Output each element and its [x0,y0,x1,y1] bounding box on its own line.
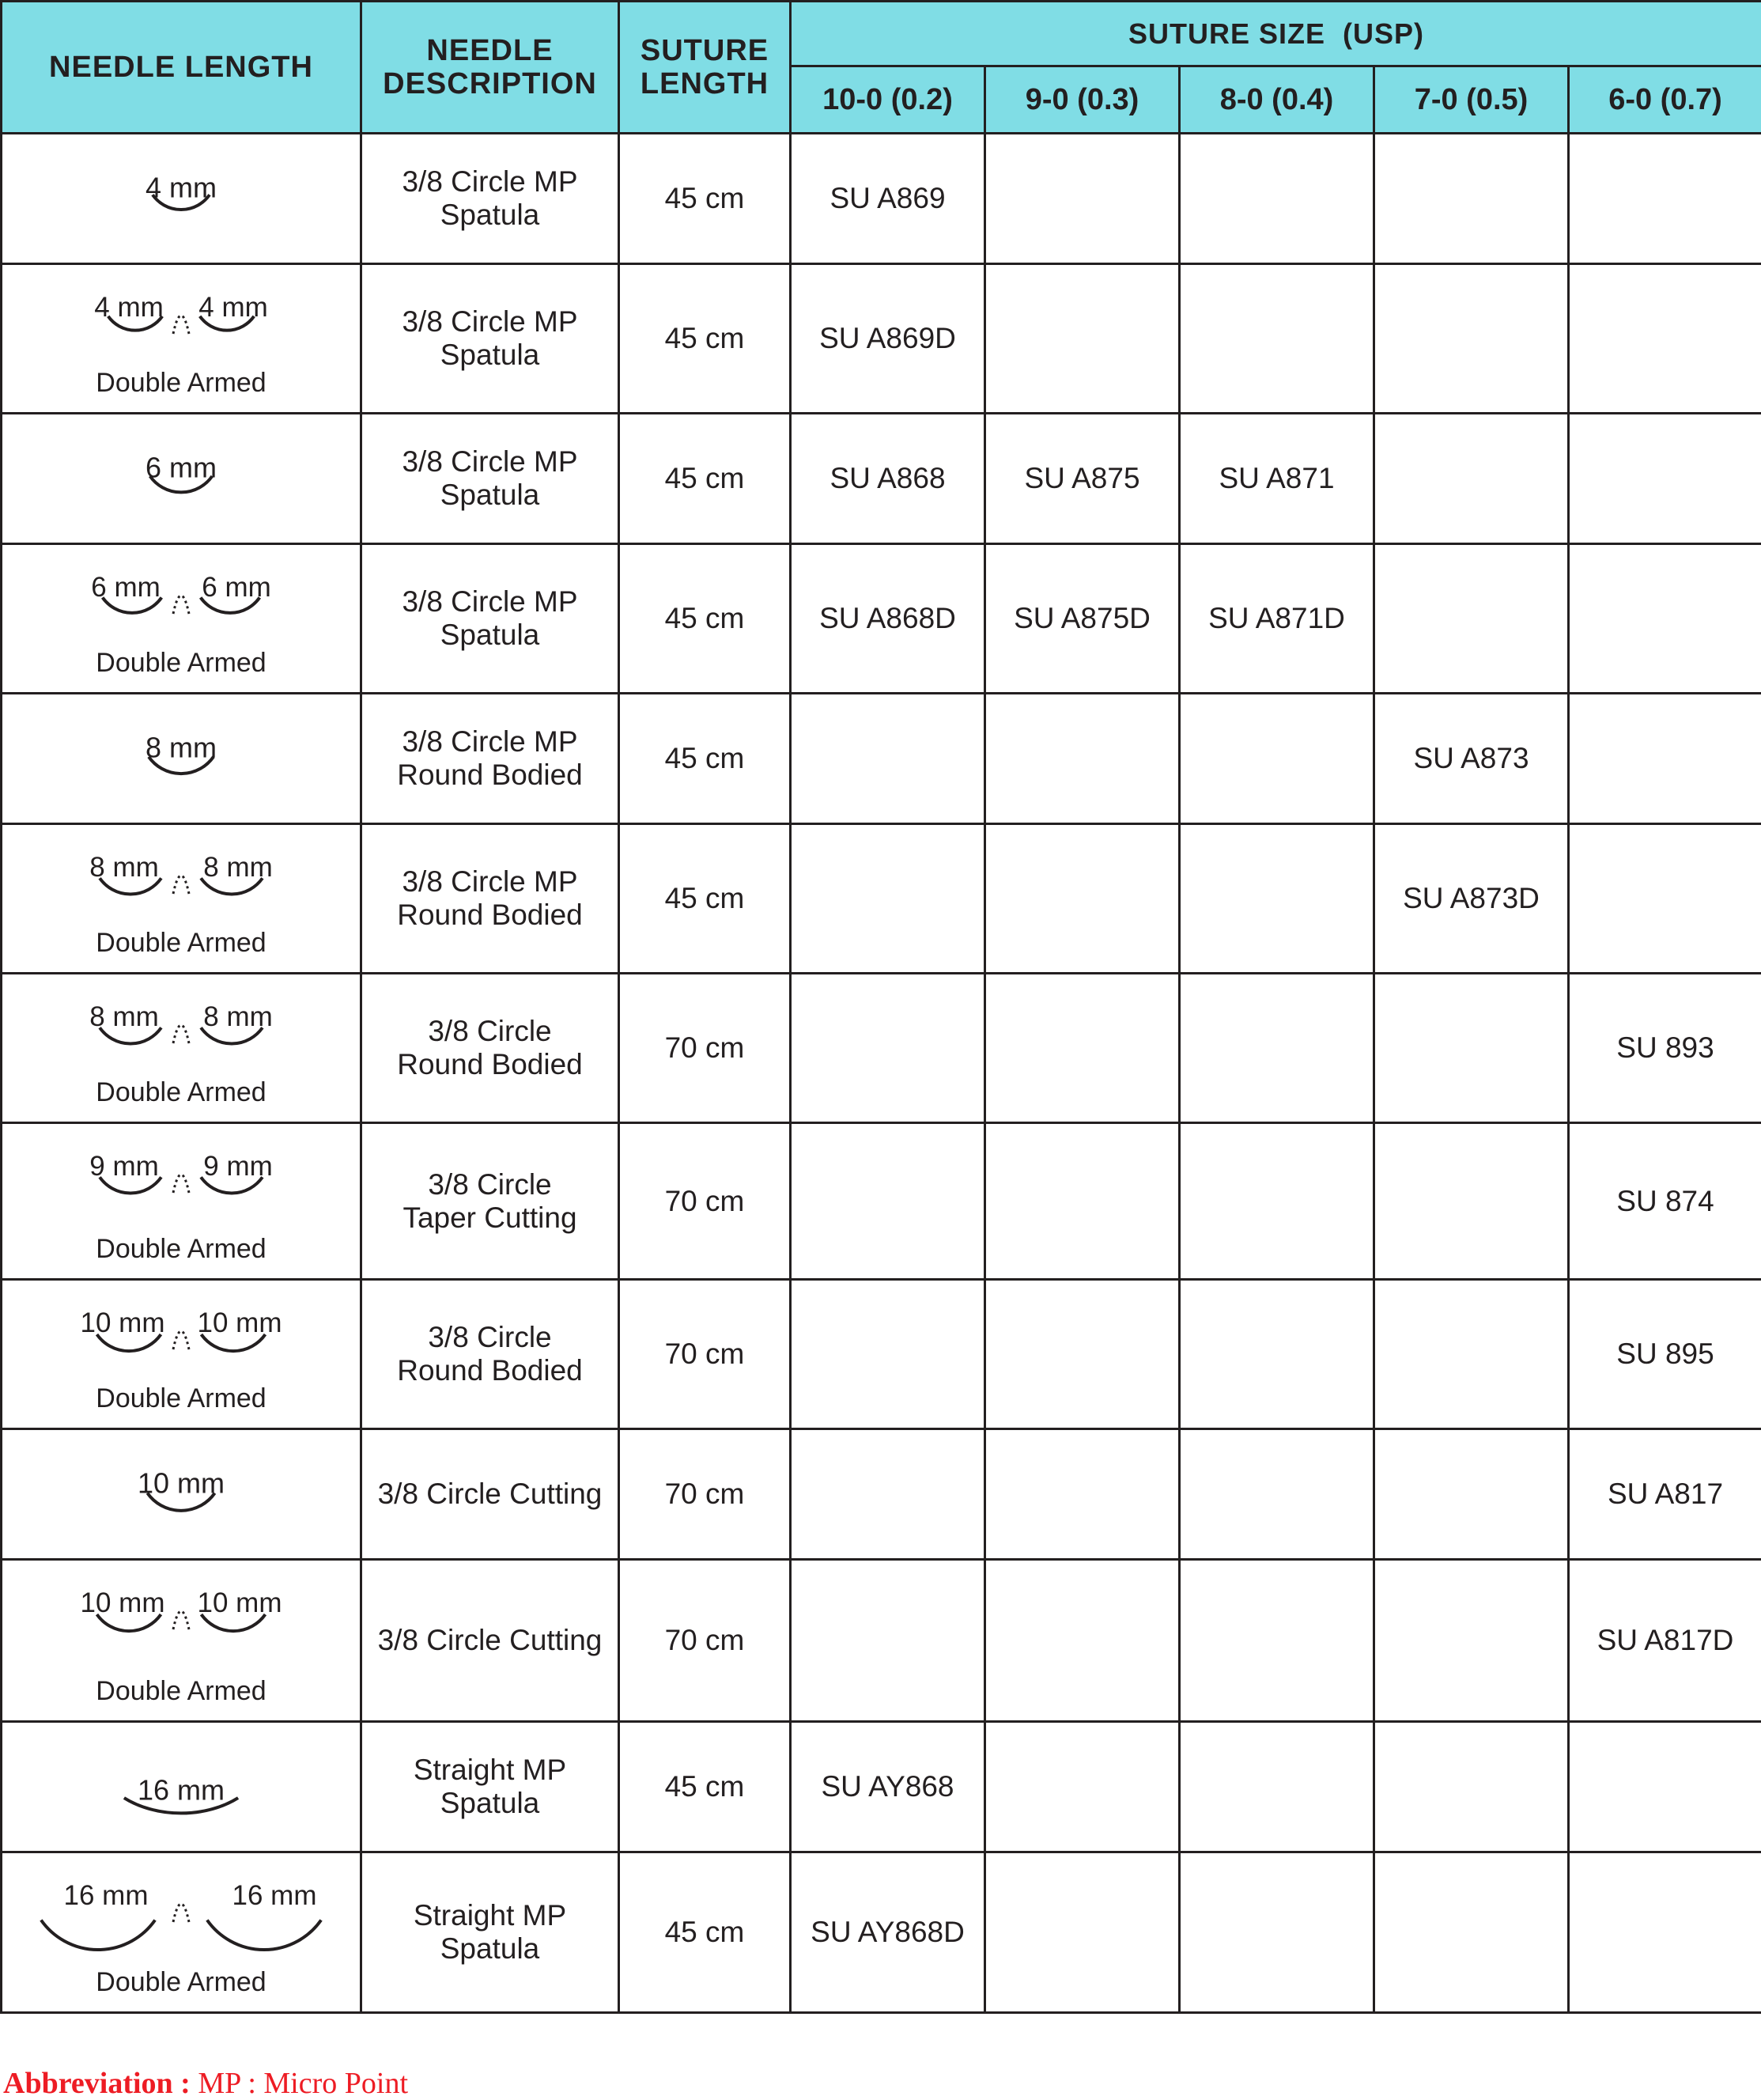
needle-description-line: 3/8 Circle MP [362,305,618,339]
needle-description-line: 3/8 Circle [362,1015,618,1048]
needle-length-label-right: 4 mm [198,292,268,323]
product-code-cell [1180,1852,1374,2013]
product-code-cell: SU A875D [985,544,1180,694]
suture-length-cell: 45 cm [619,264,791,414]
needle-length-cell [2,974,361,1123]
product-code-cell [1374,1852,1569,2013]
needle-description-line: 3/8 Circle [362,1168,618,1201]
product-code-cell [1569,1852,1761,2013]
needle-description-line: Spatula [362,339,618,372]
abbreviation-text: MP : Micro Point [198,2067,408,2100]
suture-length-cell: 45 cm [619,824,791,974]
needle-length-label-right: 9 mm [203,1151,273,1182]
needle-description-line: Spatula [362,199,618,232]
double-armed-label: Double Armed [96,1383,266,1413]
double-armed-needle-icon [7,1856,355,2010]
double-armed-label: Double Armed [96,928,266,958]
double-armed-needle-icon [7,1563,355,1719]
needle-description-cell [361,1280,619,1429]
suture-length-cell: 45 cm [619,1722,791,1852]
header-size-6-0: 6-0 (0.7) [1569,66,1761,134]
table-row [2,1123,1761,1280]
needle-description-cell [361,694,619,824]
needle-icon [7,417,355,541]
product-code-cell [1569,414,1761,544]
suture-length-cell: 70 cm [619,1123,791,1280]
product-code-cell [791,1123,985,1280]
needle-description-line: Round Bodied [362,1048,618,1081]
product-code-cell [985,1429,1180,1560]
needle-length-label-left: 9 mm [89,1151,159,1182]
product-code-cell [985,134,1180,264]
product-code-cell: SU 893 [1569,974,1761,1123]
suture-length-cell: 70 cm [619,1280,791,1429]
product-code-cell [1180,1280,1374,1429]
table-header [2,2,1761,134]
suture-length-cell: 45 cm [619,694,791,824]
needle-length-label: 8 mm [145,731,217,763]
needle-icon [7,1725,355,1849]
product-code-cell [1374,974,1569,1123]
suture-thread-icon [173,316,189,334]
needle-length-label: 6 mm [145,451,217,483]
product-code-cell [1180,1123,1374,1280]
product-code-cell [791,974,985,1123]
needle-description-cell [361,1852,619,2013]
needle-length-label-left: 4 mm [94,292,164,323]
suture-length-cell: 70 cm [619,974,791,1123]
needle-length-label: 16 mm [138,1773,225,1806]
suture-length-cell: 45 cm [619,134,791,264]
table-row [2,694,1761,824]
table-row [2,1722,1761,1852]
suture-length-cell: 45 cm [619,1852,791,2013]
needle-description-line: Straight MP [362,1899,618,1932]
table-row [2,1280,1761,1429]
needle-length-cell [2,1429,361,1560]
suture-thread-icon [173,1025,189,1043]
product-code-cell [791,1560,985,1722]
needle-length-cell [2,134,361,264]
product-code-cell [1374,414,1569,544]
product-code-cell [985,1852,1180,2013]
double-armed-label: Double Armed [96,1676,266,1706]
needle-description-cell [361,974,619,1123]
double-armed-needle-icon [7,977,355,1120]
needle-length-cell [2,414,361,544]
product-code-cell [1374,134,1569,264]
suture-thread-icon [173,1175,189,1193]
needle-description-line: 3/8 Circle MP [362,865,618,899]
needle-length-label-right: 16 mm [232,1880,317,1911]
suture-length-cell: 70 cm [619,1429,791,1560]
table-row [2,1560,1761,1722]
product-code-cell: SU A869D [791,264,985,414]
table-row [2,824,1761,974]
suture-thread-icon [173,1611,189,1629]
product-code-cell: SU A871D [1180,544,1374,694]
needle-length-label-right: 8 mm [203,852,273,883]
product-code-cell [1180,1429,1374,1560]
needle-arc-left [41,1920,155,1950]
header-suture-length: SUTURE LENGTH [619,2,791,134]
double-armed-label: Double Armed [96,1077,266,1107]
header-suture-size-group: SUTURE SIZE (USP) [791,2,1761,66]
table-row [2,134,1761,264]
needle-length-cell [2,824,361,974]
needle-length-label-left: 6 mm [91,572,161,603]
needle-description-cell [361,824,619,974]
product-code-cell: SU AY868D [791,1852,985,2013]
needle-description-cell [361,544,619,694]
needle-description-cell [361,1123,619,1280]
needle-description-line: Spatula [362,619,618,652]
needle-length-cell [2,694,361,824]
needle-description-line: Straight MP [362,1754,618,1787]
header-needle-description: NEEDLE DESCRIPTION [361,2,619,134]
product-code-cell [985,1123,1180,1280]
table-row [2,264,1761,414]
needle-length-label-right: 6 mm [202,572,271,603]
product-code-cell [1569,134,1761,264]
double-armed-label: Double Armed [96,1234,266,1264]
needle-length-label-left: 10 mm [81,1307,165,1338]
table-row [2,414,1761,544]
needle-icon [7,1432,355,1557]
header-size-7-0: 7-0 (0.5) [1374,66,1569,134]
needle-length-cell [2,1852,361,2013]
suture-length-cell: 70 cm [619,1560,791,1722]
product-code-cell [1374,1123,1569,1280]
product-code-cell [1569,694,1761,824]
product-code-cell [1569,544,1761,694]
product-code-cell [1374,1429,1569,1560]
needle-length-label: 10 mm [138,1466,225,1499]
abbreviation-label: Abbreviation : [3,2067,191,2100]
needle-length-cell [2,1280,361,1429]
product-code-cell: SU A875 [985,414,1180,544]
double-armed-needle-icon [7,547,355,691]
product-code-cell [985,1280,1180,1429]
product-code-cell: SU A868 [791,414,985,544]
needle-length-label-right: 8 mm [203,1001,273,1032]
needle-description-line: 3/8 Circle MP [362,165,618,199]
table-body [2,134,1761,2013]
header-size-10-0: 10-0 (0.2) [791,66,985,134]
abbreviation-note [3,2068,408,2099]
needle-length-cell [2,264,361,414]
needle-description-line: 3/8 Circle Cutting [362,1624,618,1657]
product-code-cell [985,974,1180,1123]
suture-thread-icon [173,1904,189,1922]
product-code-cell [1180,1560,1374,1722]
suture-length-cell: 45 cm [619,544,791,694]
needle-description-line: 3/8 Circle MP [362,445,618,479]
table-row [2,1852,1761,2013]
product-code-cell [985,264,1180,414]
product-code-cell [791,824,985,974]
needle-length-label-right: 10 mm [198,1587,282,1618]
header-needle-length: NEEDLE LENGTH [2,2,361,134]
product-code-cell: SU A871 [1180,414,1374,544]
needle-description-line: Round Bodied [362,899,618,932]
needle-description-line: Spatula [362,479,618,512]
needle-length-label-right: 10 mm [198,1307,282,1338]
product-code-cell [1374,1560,1569,1722]
header-size-8-0: 8-0 (0.4) [1180,66,1374,134]
product-code-cell [1180,264,1374,414]
product-code-cell [1569,1722,1761,1852]
product-code-cell [1374,1280,1569,1429]
product-code-cell: SU A868D [791,544,985,694]
needle-description-line: Taper Cutting [362,1201,618,1235]
needle-length-cell [2,544,361,694]
needle-description-cell [361,1722,619,1852]
suture-thread-icon [173,1331,189,1349]
needle-description-line: 3/8 Circle MP [362,725,618,759]
product-code-cell [1180,974,1374,1123]
needle-description-line: Round Bodied [362,1354,618,1387]
needle-description-line: 3/8 Circle MP [362,585,618,619]
product-code-cell [985,1560,1180,1722]
needle-length-label: 4 mm [145,171,217,203]
product-code-cell [985,1722,1180,1852]
product-code-cell [1180,1722,1374,1852]
double-armed-needle-icon [7,1126,355,1277]
product-code-cell [985,694,1180,824]
needle-length-cell [2,1722,361,1852]
needle-arc-right [207,1920,321,1950]
suture-length-cell: 45 cm [619,414,791,544]
product-code-cell [791,694,985,824]
needle-description-line: 3/8 Circle Cutting [362,1478,618,1511]
product-code-cell [985,824,1180,974]
needle-description-cell [361,414,619,544]
product-code-cell [1180,824,1374,974]
double-armed-label: Double Armed [96,1967,266,1997]
product-code-cell: SU A869 [791,134,985,264]
product-code-cell [1374,1722,1569,1852]
product-code-cell [1374,264,1569,414]
needle-description-line: Spatula [362,1787,618,1820]
product-code-cell [1180,694,1374,824]
double-armed-needle-icon [7,1283,355,1426]
needle-icon [7,697,355,821]
needle-icon [7,137,355,261]
needle-description-cell [361,1429,619,1560]
product-code-cell: SU A873 [1374,694,1569,824]
needle-length-label-left: 8 mm [89,852,159,883]
product-code-cell: SU A817 [1569,1429,1761,1560]
needle-length-label-left: 16 mm [64,1880,149,1911]
header-size-9-0: 9-0 (0.3) [985,66,1180,134]
needle-length-cell [2,1560,361,1722]
needle-description-line: Spatula [362,1932,618,1966]
product-code-cell: SU A873D [1374,824,1569,974]
product-code-cell [791,1280,985,1429]
product-code-cell [1374,544,1569,694]
double-armed-needle-icon [7,267,355,411]
table-row [2,1429,1761,1560]
product-code-cell: SU A817D [1569,1560,1761,1722]
table-row [2,974,1761,1123]
double-armed-needle-icon [7,827,355,971]
product-code-cell: SU 874 [1569,1123,1761,1280]
needle-description-cell [361,1560,619,1722]
needle-description-cell [361,264,619,414]
needle-description-line: Round Bodied [362,759,618,792]
suture-thread-icon [173,596,189,614]
needle-description-line: 3/8 Circle [362,1321,618,1354]
table-row [2,544,1761,694]
product-code-cell: SU AY868 [791,1722,985,1852]
needle-length-label-left: 8 mm [89,1001,159,1032]
double-armed-label: Double Armed [96,648,266,678]
product-code-cell [791,1429,985,1560]
needle-description-cell [361,134,619,264]
needle-length-cell [2,1123,361,1280]
product-code-cell [1569,824,1761,974]
double-armed-label: Double Armed [96,368,266,398]
product-code-cell [1180,134,1374,264]
product-code-cell [1569,264,1761,414]
needle-length-label-left: 10 mm [81,1587,165,1618]
product-code-cell: SU 895 [1569,1280,1761,1429]
suture-thread-icon [173,876,189,894]
